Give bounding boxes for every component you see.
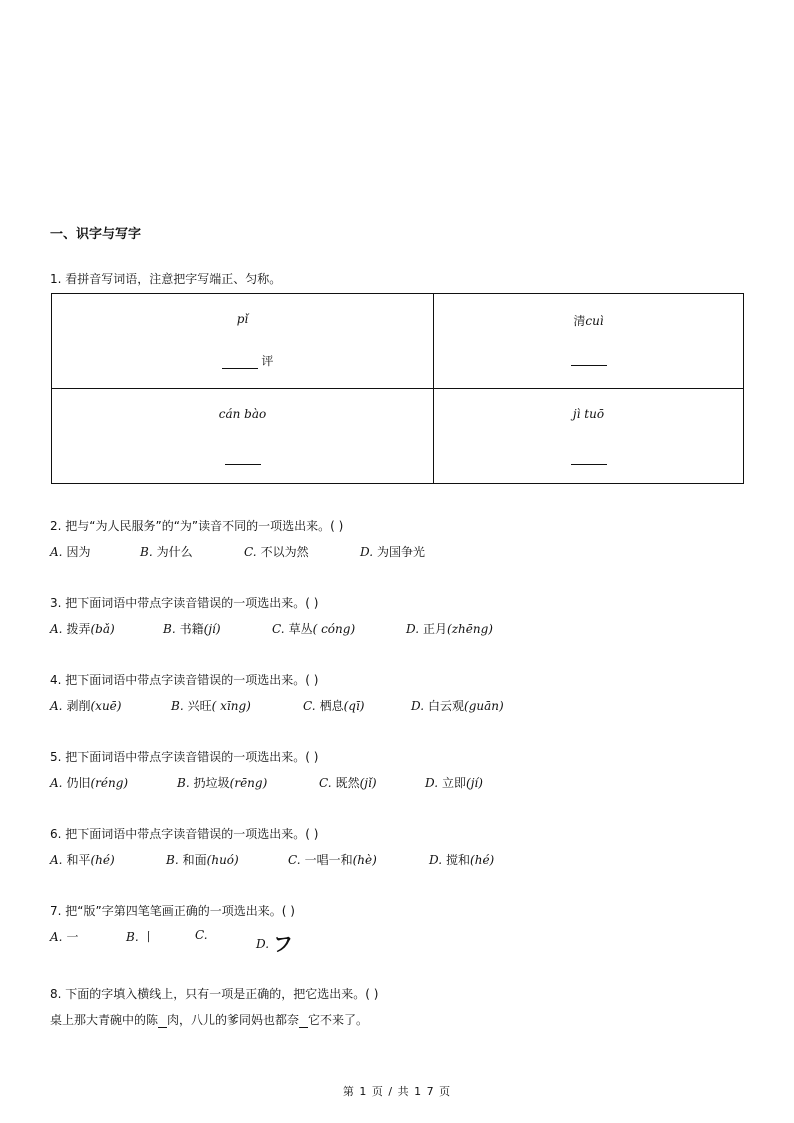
question-4-stem: 4. 把下面词语中带点字读音错误的一项选出来。( ) [50,673,319,687]
option-a[interactable] [50,851,115,868]
option-pinyin: (hé) [90,853,115,867]
option-text: 书籍 [179,622,204,636]
option-pinyin: ( cóng) [312,622,356,636]
option-pinyin: ( xīng) [211,699,251,713]
option-b[interactable] [166,851,239,868]
option-text: 为国争光 [377,545,426,559]
option-letter: B. [140,545,153,559]
option-letter: D. [256,937,270,951]
option-letter: B. [171,699,184,713]
option-pinyin: (hè) [352,853,377,867]
section-title: 一、识字与写字 [50,227,142,242]
option-c[interactable] [303,697,364,714]
option-letter: A. [50,853,63,867]
option-d[interactable] [425,774,483,791]
option-text: 栖息 [319,699,344,713]
option-letter: D. [411,699,425,713]
option-letter: B. [177,776,190,790]
option-text: 拨弄 [66,622,91,636]
option-text: 为什么 [156,545,193,559]
pinyin-cell [434,389,744,484]
option-text: 白云观 [428,699,465,713]
option-pinyin: (zhēng) [447,622,493,636]
cell-prefix: 清 [573,314,586,328]
option-c[interactable] [288,851,377,868]
sentence-part: 它不来了。 [308,1013,369,1027]
fill-blank[interactable] [299,1016,308,1028]
pinyin-cell [52,389,434,484]
question-3-stem: 3. 把下面词语中带点字读音错误的一项选出来。( ) [50,596,319,610]
option-pinyin: (guān) [464,699,504,713]
pinyin-table [51,293,744,484]
option-text: 剥削 [66,699,91,713]
option-pinyin: (jǐ) [359,776,377,790]
option-letter: C. [244,545,257,559]
option-pinyin: (qī) [343,699,365,713]
question-1-stem: 1. 看拼音写词语，注意把字写端正、匀称。 [50,272,282,286]
option-d[interactable] [360,543,425,560]
page-footer: 第 1 页 / 共 1 7 页 [342,1085,452,1098]
option-text: 既然 [335,776,360,790]
option-text: 因为 [66,545,91,559]
option-text: 正月 [423,622,448,636]
option-pinyin: (bǎ) [90,622,115,636]
option-c[interactable] [272,620,355,637]
option-letter: D. [425,776,439,790]
pinyin-cell [434,294,744,389]
answer-blank[interactable] [571,452,607,465]
option-text: 不以为然 [260,545,309,559]
option-c[interactable] [244,543,309,560]
option-a[interactable] [50,774,128,791]
option-d[interactable] [411,697,504,714]
option-letter: A. [50,699,63,713]
question-5-stem: 5. 把下面词语中带点字读音错误的一项选出来。( ) [50,750,319,764]
option-d[interactable] [256,928,293,957]
option-letter: C. [303,699,316,713]
option-pinyin: (jí) [466,776,483,790]
option-a[interactable] [50,697,121,714]
option-text: 一唱一和 [304,853,353,867]
question-8-stem: 8. 下面的字填入横线上，只有一项是正确的，把它选出来。( ) [50,987,379,1001]
option-b[interactable] [126,928,155,945]
option-letter: A. [50,622,63,636]
option-letter: B. [163,622,176,636]
cell-pinyin: cán bào [218,407,267,421]
option-c[interactable] [319,774,377,791]
option-text: 草丛 [288,622,313,636]
cell-pinyin: pǐ [236,312,249,326]
option-a[interactable] [50,543,91,560]
stroke-glyph: 丨 [142,930,155,944]
option-text: 和平 [66,853,91,867]
option-c[interactable] [195,928,212,942]
option-pinyin: (xuē) [90,699,122,713]
option-text: 搅和 [446,853,471,867]
cell-pinyin: cuì [585,314,604,328]
option-letter: C. [195,928,208,942]
cell-suffix: 评 [261,354,274,368]
option-text: 立即 [442,776,467,790]
option-a[interactable] [50,928,79,945]
cell-pinyin: jì tuō [572,407,605,421]
stroke-glyph: 一 [66,930,79,944]
stroke-glyph: フ [273,932,294,956]
fill-blank[interactable] [158,1016,167,1028]
option-pinyin: (jí) [203,622,221,636]
option-b[interactable] [177,774,267,791]
option-text: 和面 [182,853,207,867]
option-letter: A. [50,930,63,944]
option-b[interactable] [140,543,193,560]
option-letter: A. [50,776,63,790]
option-letter: A. [50,545,63,559]
answer-blank[interactable] [222,356,258,369]
pinyin-cell [52,294,434,389]
option-pinyin: (hé) [470,853,495,867]
answer-blank[interactable] [571,353,607,366]
question-2-stem: 2. 把与“为人民服务”的“为”读音不同的一项选出来。( ) [50,519,344,533]
question-7-stem: 7. 把“版”字第四笔笔画正确的一项选出来。( ) [50,904,295,918]
question-6-stem: 6. 把下面词语中带点字读音错误的一项选出来。( ) [50,827,319,841]
question-8-sentence [50,1011,368,1028]
option-letter: D. [360,545,374,559]
sentence-part: 肉，八儿的爹同妈也都奈 [167,1013,300,1027]
option-d[interactable] [406,620,493,637]
option-letter: C. [272,622,285,636]
sentence-part: 桌上那大青碗中的陈 [50,1013,159,1027]
option-pinyin: (rēng) [229,776,268,790]
option-d[interactable] [429,851,494,868]
option-text: 兴旺 [187,699,212,713]
option-letter: D. [429,853,443,867]
option-text: 仍旧 [66,776,91,790]
answer-blank[interactable] [225,452,261,465]
option-letter: C. [319,776,332,790]
option-letter: D. [406,622,420,636]
option-letter: B. [126,930,139,944]
option-pinyin: (huó) [206,853,239,867]
option-b[interactable] [171,697,251,714]
option-pinyin: (réng) [90,776,129,790]
option-text: 扔垃圾 [193,776,230,790]
option-a[interactable] [50,620,115,637]
option-b[interactable] [163,620,221,637]
option-letter: B. [166,853,179,867]
option-letter: C. [288,853,301,867]
